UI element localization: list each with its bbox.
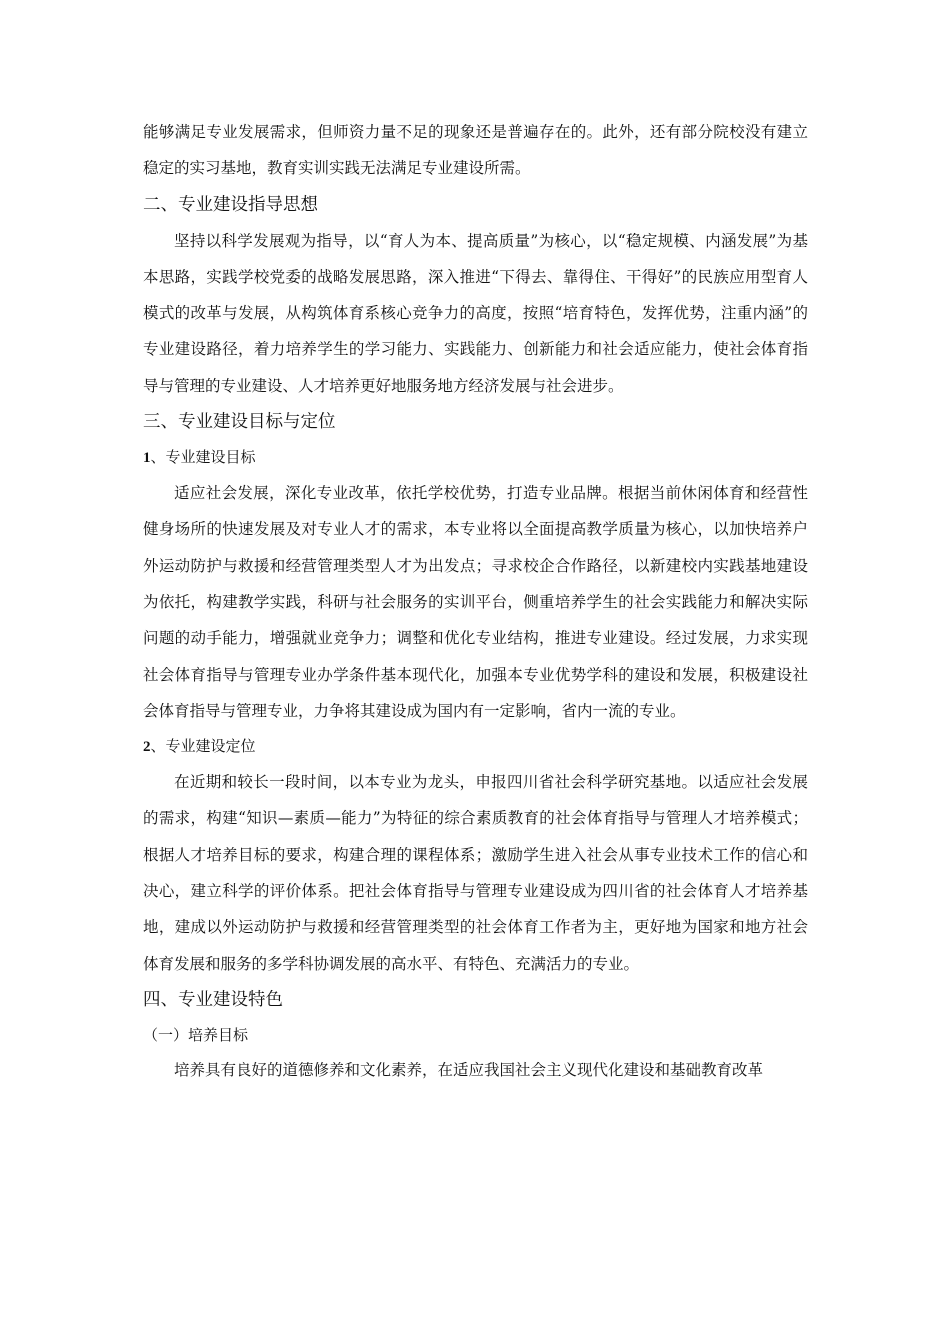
section-heading-goals-positioning: 三、专业建设目标与定位 — [143, 412, 336, 433]
section-heading-features: 四、专业建设特色 — [143, 989, 283, 1010]
subheading-construction-goals — [143, 440, 808, 475]
subheading-number: 2 — [143, 739, 151, 756]
subheading-text: 、专业建设定位 — [150, 737, 256, 756]
subheading-training-objectives: （一）培养目标 — [143, 1025, 249, 1044]
paragraph-guiding-ideology: 坚持以科学发展观为指导，以“育人为本、提高质量”为核心，以“稳定规模、内涵发展”为基本思路，实践学校党委的战略发展思路，深入推进“下得去、靠得住、干得好”的民族应用型育人模式的改革与发展，从构筑体育系核心竞争力的高度，按照“培育特色，发挥优势，注重内涵”的专业建设路径，着力培养学生的学习能力、实践能力、创新能力和社会适应能力，使社会体育指导与管理的专业建设、人才培养更好地服务地方经济发展与社会进步。 — [143, 231, 808, 395]
subheading-number: 1 — [143, 450, 151, 467]
paragraph-construction-goals: 适应社会发展，深化专业改革，依托学校优势，打造专业品牌。根据当前休闲体育和经营性健身场所的快速发展及对专业人才的需求，本专业将以全面提高教学质量为核心，以加快培养户外运动防护与救援和经营管理类型人才为出发点；寻求校企合作路径，以新建校内实践基地建设为依托，构建教学实践，科研与社会服务的实训平台，侧重培养学生的社会实践能力和解决实际问题的动手能力，增强就业竞争力；调整和优化专业结构，推进专业建设。经过发展，力求实现社会体育指导与管理专业办学条件基本现代化，加强本专业优势学科的建设和发展，积极建设社会体育指导与管理专业，力争将其建设成为国内有一定影响，省内一流的专业。 — [143, 484, 808, 720]
paragraph-continuation: 能够满足专业发展需求，但师资力量不足的现象还是普遍存在的。此外，还有部分院校没有建立稳定的实习基地，教育实训实践无法满足专业建设所需。 — [143, 123, 808, 178]
subheading-text: 、专业建设目标 — [150, 448, 256, 467]
subheading-construction-positioning — [143, 729, 808, 764]
paragraph-construction-positioning: 在近期和较长一段时间，以本专业为龙头，申报四川省社会科学研究基地。以适应社会发展的需求，构建“知识—素质—能力”为特征的综合素质教育的社会体育指导与管理人才培养模式；根据人才培养目标的要求，构建合理的课程体系；激励学生进入社会从事专业技术工作的信心和决心，建立科学的评价体系。把社会体育指导与管理专业建设成为四川省的社会体育人才培养基地，建成以外运动防护与救援和经营管理类型的社会体育工作者为主，更好地为国家和地方社会体育发展和服务的多学科协调发展的高水平、有特色、充满活力的专业。 — [143, 773, 808, 973]
section-heading-guiding-ideology: 二、专业建设指导思想 — [143, 194, 318, 215]
paragraph-training-objectives: 培养具有良好的道德修养和文化素养，在适应我国社会主义现代化建设和基础教育改革 — [174, 1060, 764, 1079]
document-body — [143, 114, 808, 1088]
